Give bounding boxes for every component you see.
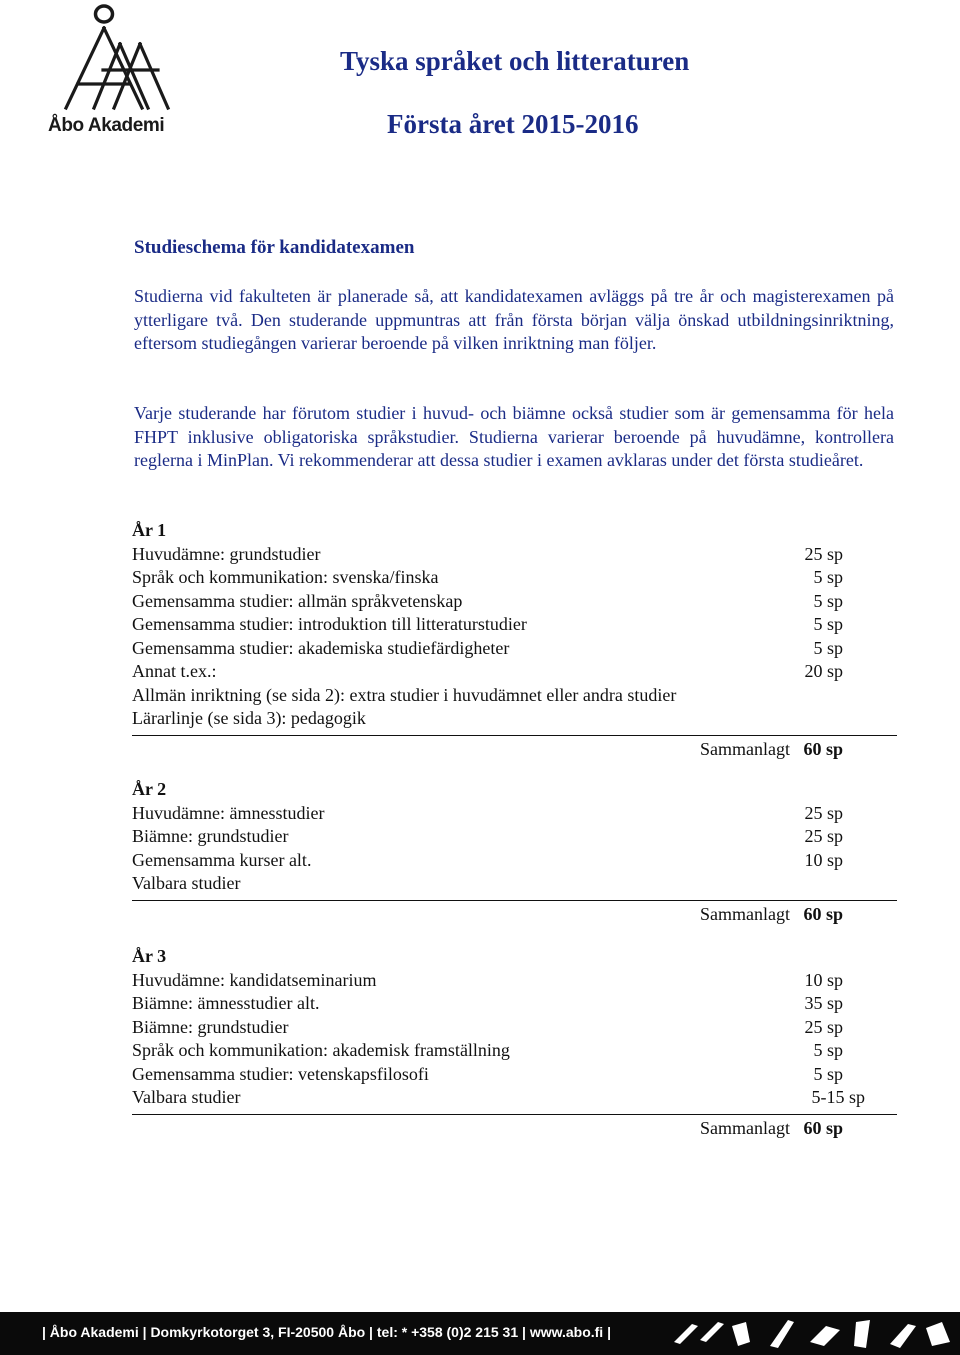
page-subtitle: Första året 2015-2016 xyxy=(387,109,639,139)
course-label: Valbara studier xyxy=(132,1087,241,1107)
course-row xyxy=(132,543,897,567)
page-title: Tyska språket och litteraturen xyxy=(340,46,690,76)
course-row xyxy=(132,1016,897,1040)
total-label: Sammanlagt xyxy=(700,738,790,759)
abo-akademi-logo xyxy=(48,4,180,138)
course-row xyxy=(132,872,897,896)
course-row xyxy=(132,566,897,590)
year-3-block xyxy=(132,945,897,1141)
logo-wordmark: Åbo Akademi xyxy=(48,115,165,136)
course-credits: 25 sp xyxy=(804,1016,843,1037)
total-row xyxy=(132,738,897,762)
course-credits: 25 sp xyxy=(804,543,843,564)
course-label: Gemensamma kurser alt. xyxy=(132,849,312,870)
course-label: Biämne: grundstudier xyxy=(132,826,289,846)
year-1-block xyxy=(132,519,897,762)
footer-bar xyxy=(0,1312,960,1355)
course-row xyxy=(132,992,897,1016)
course-credits: 10 sp xyxy=(804,969,843,990)
course-label: Gemensamma studier: vetenskapsfilosofi xyxy=(132,1063,429,1084)
course-row xyxy=(132,613,897,637)
course-row xyxy=(132,802,897,826)
total-row xyxy=(132,1117,897,1141)
total-value: 60 sp xyxy=(803,1117,843,1138)
section-heading: Studieschema för kandidatexamen xyxy=(134,237,415,258)
footer-contact: | Åbo Akademi | Domkyrkotorget 3, FI-20500 Åbo | tel: * +358 (0)2 215 31 | www.abo.fi | xyxy=(42,1324,611,1340)
course-label: Biämne: ämnesstudier alt. xyxy=(132,993,320,1013)
course-label: Språk och kommunikation: svenska/finska xyxy=(132,567,439,587)
total-label: Sammanlagt xyxy=(700,903,790,924)
course-row xyxy=(132,1039,897,1063)
course-label: Huvudämne: grundstudier xyxy=(132,543,321,564)
course-label: Språk och kommunikation: akademisk framställning xyxy=(132,1040,510,1060)
course-label: Gemensamma studier: akademiska studiefärdigheter xyxy=(132,637,510,658)
course-label: Gemensamma studier: introduktion till litteraturstudier xyxy=(132,614,527,634)
common-studies-paragraph: Varje studerande har förutom studier i huvud- och biämne också studier som är gemensamma för hela FHPT inklusive obligatoriska språkstudier. Studierna varierar beroende på huvudämne, kontrollera reglerna i MinPlan. Vi rekommenderar att dessa studier i examen avklaras under det första studieåret. xyxy=(134,403,894,470)
course-credits: 5-15 sp xyxy=(811,1087,865,1107)
course-credits: 25 sp xyxy=(804,826,843,846)
course-credits: 5 sp xyxy=(813,614,843,634)
footer-decoration-icon xyxy=(620,1312,960,1355)
course-row xyxy=(132,849,897,873)
course-credits: 5 sp xyxy=(813,637,843,658)
divider xyxy=(132,1114,897,1115)
course-label: Valbara studier xyxy=(132,873,241,893)
year-title: År 3 xyxy=(132,946,167,966)
course-row xyxy=(132,590,897,614)
course-row xyxy=(132,637,897,661)
total-value: 60 sp xyxy=(803,738,843,759)
course-label: Huvudämne: kandidatseminarium xyxy=(132,969,377,990)
course-row xyxy=(132,684,897,708)
course-row xyxy=(132,969,897,993)
course-label: Biämne: grundstudier xyxy=(132,1016,289,1037)
year-title: År 2 xyxy=(132,779,167,799)
course-credits: 20 sp xyxy=(804,661,843,681)
course-label: Huvudämne: ämnesstudier xyxy=(132,802,325,823)
course-credits: 5 sp xyxy=(813,1063,843,1084)
course-row xyxy=(132,707,897,731)
divider xyxy=(132,900,897,901)
course-row xyxy=(132,1086,897,1110)
course-row xyxy=(132,1063,897,1087)
divider xyxy=(132,735,897,736)
course-label: Lärarlinje (se sida 3): pedagogik xyxy=(132,708,366,728)
year-2-block xyxy=(132,778,897,927)
course-label: Annat t.ex.: xyxy=(132,661,217,681)
total-label: Sammanlagt xyxy=(700,1117,790,1138)
course-credits: 5 sp xyxy=(813,590,843,611)
course-credits: 25 sp xyxy=(804,802,843,823)
total-row xyxy=(132,903,897,927)
logo-emblem-icon xyxy=(48,4,180,114)
course-row xyxy=(132,660,897,684)
year-title: År 1 xyxy=(132,520,167,540)
course-credits: 35 sp xyxy=(804,993,843,1013)
intro-paragraph: Studierna vid fakulteten är planerade så, att kandidatexamen avläggs på tre år och magisterexamen på ytterligare två. Den studerande uppmuntras att från första början välja önskad utbildningsinriktning, eftersom studiegången varierar beroende på vilken inriktning man följer. xyxy=(134,286,894,353)
course-row xyxy=(132,825,897,849)
course-label: Gemensamma studier: allmän språkvetenskap xyxy=(132,590,463,611)
course-credits: 5 sp xyxy=(813,1040,843,1060)
course-label: Allmän inriktning (se sida 2): extra studier i huvudämnet eller andra studier xyxy=(132,684,677,705)
course-credits: 5 sp xyxy=(813,567,843,587)
course-credits: 10 sp xyxy=(804,849,843,870)
total-value: 60 sp xyxy=(803,903,843,924)
